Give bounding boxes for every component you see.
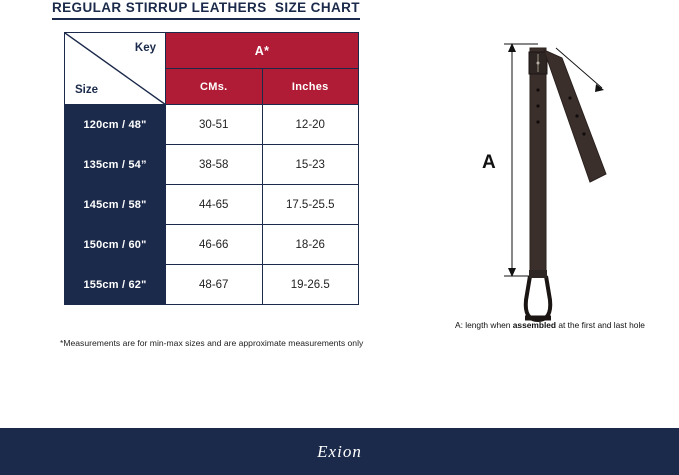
stirrup-top-bar	[529, 270, 547, 278]
unit-header-cms: CMs.	[166, 69, 263, 105]
dimension-label-a: A	[482, 152, 496, 173]
caption-suffix: at the first and last hole	[556, 320, 645, 330]
table-row	[65, 225, 359, 265]
diagram-caption	[425, 320, 675, 330]
row-size: 150cm / 60"	[65, 225, 166, 265]
caption-bold: assembled	[512, 320, 557, 330]
stirrup-leather-diagram	[430, 28, 660, 328]
table-row	[65, 105, 359, 145]
footer-bar	[0, 428, 679, 475]
brand-logo: Exion	[317, 441, 362, 461]
size-label: Size	[75, 84, 99, 96]
table-corner-cell	[65, 33, 166, 105]
leather-strap	[529, 48, 547, 273]
row-size: 155cm / 62"	[65, 265, 166, 305]
row-size: 145cm / 58"	[65, 185, 166, 225]
table-header-row-1	[65, 33, 359, 69]
row-inches: 12-20	[262, 105, 359, 145]
row-inches: 15-23	[262, 145, 359, 185]
row-cms: 38-58	[166, 145, 263, 185]
page-title: REGULAR STIRRUP LEATHERS SIZE CHART	[52, 0, 360, 20]
table-row	[65, 145, 359, 185]
row-size: 120cm / 48"	[65, 105, 166, 145]
row-cms: 46-66	[166, 225, 263, 265]
table-row	[65, 265, 359, 305]
size-chart-table	[64, 32, 359, 305]
measurement-footnote: *Measurements are for min-max sizes and are approximate measurements only	[60, 338, 364, 348]
size-chart-table-wrapper	[64, 32, 359, 305]
row-size: 135cm / 54”	[65, 145, 166, 185]
caption-prefix: A: length when	[455, 320, 513, 330]
stirrup-diagram-svg	[430, 28, 660, 328]
row-cms: 44-65	[166, 185, 263, 225]
folded-strap-end	[544, 48, 606, 182]
row-inches: 19-26.5	[262, 265, 359, 305]
stirrup-iron	[525, 276, 551, 320]
row-cms: 30-51	[166, 105, 263, 145]
group-header-a: A*	[166, 33, 359, 69]
unit-header-inches: Inches	[262, 69, 359, 105]
row-cms: 48-67	[166, 265, 263, 305]
row-inches: 18-26	[262, 225, 359, 265]
key-label: Key	[134, 42, 156, 54]
table-row	[65, 185, 359, 225]
row-inches: 17.5-25.5	[262, 185, 359, 225]
